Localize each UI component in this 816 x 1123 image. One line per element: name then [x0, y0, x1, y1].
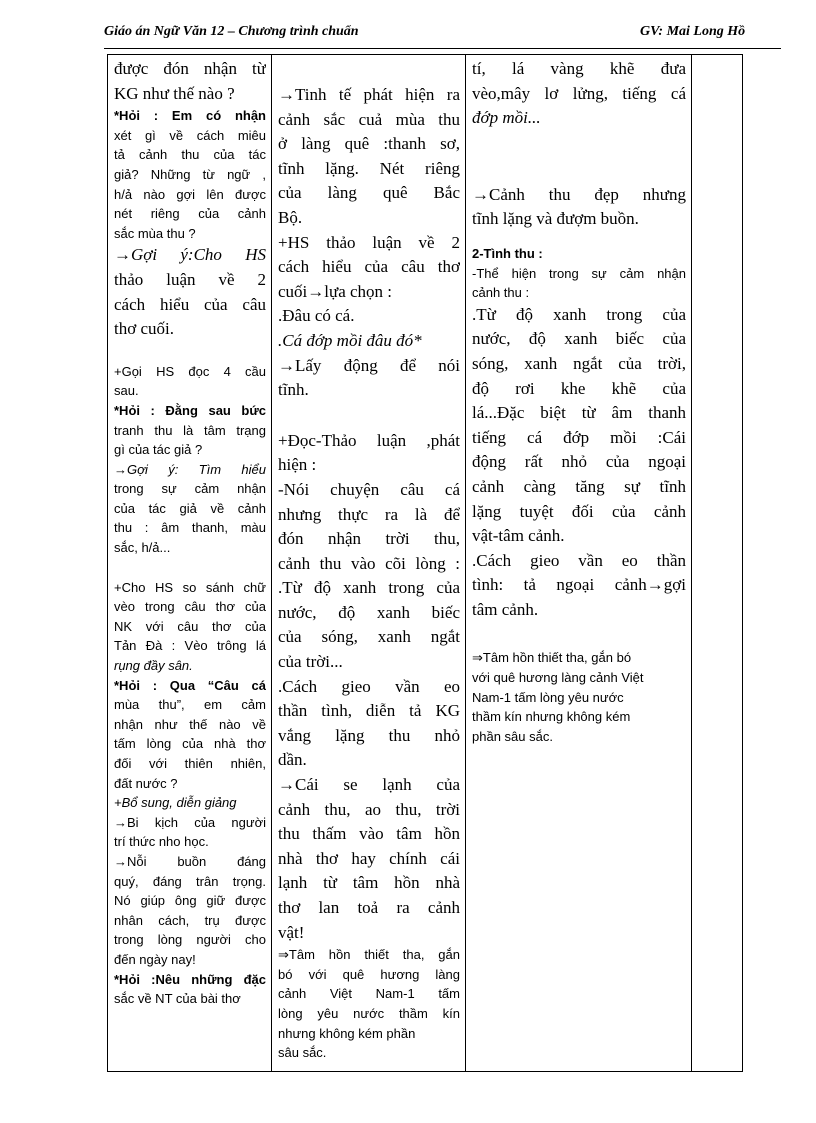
text-line: →Nỗi buồn đáng [114, 853, 266, 869]
notes-column [692, 55, 743, 1072]
text-line: Bộ. [278, 207, 303, 227]
text-line: .Từ độ xanh trong của [278, 578, 460, 598]
student-activity-column [272, 55, 466, 1072]
text-line: +Đọc-Thảo luận ,phát [278, 430, 460, 450]
text-line: ở làng quê :thanh sơ, [278, 134, 460, 154]
text-line: cảnh thu, ao thu, trời [278, 799, 460, 819]
header-left: Giáo án Ngữ Văn 12 – Chương trình chuẩn [104, 24, 359, 39]
text-line: sắc, h/ả... [114, 540, 171, 556]
text-line: -Thể hiện trong sự cảm nhận [472, 265, 686, 281]
text-line: trong lòng người cho [114, 932, 266, 948]
header-rule [104, 48, 781, 49]
text-line: của sóng, xanh ngắt [278, 627, 460, 647]
text-line: vèo trong câu thơ của [114, 599, 266, 615]
text-line: sau. [114, 383, 139, 399]
text-line: *Hỏi : Đằng sau bức [114, 402, 266, 418]
text-line: tình: tả ngoại cảnh→gợi [472, 575, 686, 595]
text-line: đớp mồi... [472, 108, 541, 128]
text-line: h/ả nào gợi lên được [114, 186, 266, 202]
text-line: NK với câu thơ của [114, 618, 266, 634]
text-line: Nam-1 tấm lòng yêu nước [472, 689, 624, 705]
text-line: phần sâu sắc. [472, 728, 553, 744]
text-line: sóng, xanh ngắt của trời, [472, 353, 686, 373]
text-line: Tản Đà : Vèo trông lá [114, 638, 266, 654]
text-line: động rất nhỏ của ngoại [472, 452, 686, 472]
text-line: đất nước ? [114, 775, 178, 791]
text-line: →Cảnh thu đẹp nhưng [472, 184, 686, 204]
text-line: sâu sắc. [278, 1045, 327, 1061]
text-line: cách hiểu của câu thơ [278, 257, 460, 277]
text-line: thơ lan toả ra cảnh [278, 898, 460, 917]
text-line: tấm lòng của nhà thơ [114, 736, 266, 752]
text-line: nhà thơ hay chính cái [278, 848, 460, 868]
text-line: →Gợi ý: Tìm hiểu [114, 461, 266, 477]
text-line: rụng đầy sân. [114, 658, 193, 674]
text-line: thơ cuối. [114, 319, 174, 339]
text-line: dần. [278, 750, 307, 770]
text-line: đón nhận trời thu, [278, 529, 460, 549]
text-line: trong sự cảm nhận [114, 481, 266, 497]
text-line: lạnh từ tâm hồn nhà [278, 873, 460, 893]
text-line: hiện : [278, 455, 317, 475]
text-line: .Từ độ xanh trong của [472, 304, 686, 324]
text-line: của tác giả về cảnh [114, 500, 266, 516]
text-line: +Gọi HS đọc 4 cầu [114, 363, 266, 379]
text-line: vèo,mây lơ lửng, tiếng cá [472, 83, 686, 103]
text-line: thần tình, diễn tả KG [278, 701, 460, 721]
text-line: nhận như thế nào về [114, 716, 266, 732]
text-line: cảnh sắc cuả mùa thu [278, 109, 460, 129]
text-line: *Hỏi : Qua “Câu cá [114, 677, 266, 693]
table-row [108, 55, 743, 1072]
text-line: sắc về NT của bài thơ [114, 991, 241, 1007]
text-line: →Gợi ý:Cho HS [114, 245, 266, 265]
text-line: của trời... [278, 652, 343, 672]
spacer [472, 131, 686, 157]
text-line: thảo luận về 2 [114, 269, 266, 289]
text-line: *Hỏi : Em có nhận [114, 108, 266, 124]
text-line: vật-tâm cảnh. [472, 526, 565, 546]
text-line: .Cá đớp mồi đâu đó* [278, 330, 422, 350]
text-line: nét riêng của cảnh [114, 206, 266, 222]
text-line: →Cái se lạnh của [278, 775, 460, 795]
text-line: +Cho HS so sánh chữ [114, 579, 266, 595]
text-line: thu : âm thanh, màu [114, 520, 266, 536]
text-line: đến ngày nay! [114, 951, 196, 967]
spacer [472, 232, 686, 244]
text-line: tâm cảnh. [472, 599, 539, 619]
text-line: cách hiểu của câu [114, 294, 266, 314]
text-line: mùa thu”, em cảm [114, 697, 266, 713]
text-line: nhưng thực ra là để [278, 504, 460, 524]
text-line: tĩnh lặng và đượm buồn. [472, 209, 639, 229]
text-line: .Cách gieo vần eo thần [472, 550, 686, 570]
text-line: tranh thu là tâm trạng [114, 422, 266, 438]
lesson-table [107, 54, 743, 1072]
text-line: gì của tác giả ? [114, 442, 203, 458]
text-line: lòng yêu nước thầm kín [278, 1005, 460, 1021]
text-line: thu thấm vào tâm hồn [278, 824, 460, 844]
text-line: tiếng cá đớp mồi :Cái [472, 427, 686, 447]
text-line: nước, độ xanh biếc [278, 602, 460, 622]
text-line [114, 106, 266, 126]
text-line: tí, lá vàng khẽ đưa [472, 59, 686, 78]
text-line: nhưng không kém phần [278, 1025, 416, 1041]
text-line: ⇒Tâm hồn thiết tha, gắn [278, 947, 460, 963]
text-line: cảnh càng tăng sự tĩnh [472, 476, 686, 496]
text-line: →Bi kịch của người [114, 814, 266, 830]
text-line: cảnh thu vào cõi lòng : [278, 553, 460, 573]
text-line: ⇒Tâm hồn thiết tha, gắn bó [472, 650, 632, 666]
text-line: .Đâu có cá. [278, 306, 355, 326]
content-column [466, 55, 692, 1072]
text-line: tĩnh lặng. Nét riêng [278, 158, 460, 178]
text-line: được đón nhận từ [114, 59, 266, 78]
text-line: -Nói chuyện câu cá [278, 479, 460, 499]
text-line: tả cảnh thu của tác [114, 147, 266, 163]
text-line: lá...Đặc biệt từ âm thanh [472, 403, 686, 423]
section-title: 2-Tình thu : [472, 245, 543, 261]
text-line: .Cách gieo vần eo [278, 676, 460, 696]
text-line: của làng quê Bắc [278, 183, 460, 203]
text-line: nước, độ xanh biếc của [472, 329, 686, 349]
text-line: cuối→lựa chọn : [278, 281, 393, 301]
text-line: lặng tuyệt đối của cảnh [472, 501, 686, 521]
text-line: đối với thiên nhiên, [114, 756, 266, 771]
text-line: *Hỏi :Nêu những đặc [114, 971, 266, 987]
text-line: thầm kín nhưng không kém [472, 709, 631, 725]
text-line: KG như thế nào ? [114, 83, 235, 103]
text-line: với quê hương làng cảnh Việt [472, 670, 644, 686]
spacer [278, 57, 460, 83]
spacer [278, 403, 460, 429]
text-line: quý, đáng trân trọng. [114, 873, 266, 889]
text-line: trí thức nho học. [114, 834, 209, 850]
spacer [114, 342, 266, 362]
text-line: sắc mùa thu ? [114, 225, 196, 241]
spacer [114, 558, 266, 578]
spacer [472, 622, 686, 648]
text-line: Nó giúp ông giữ được [114, 893, 266, 909]
text-line: độ rơi khe khẽ của [472, 378, 686, 398]
text-line: →Tinh tế phát hiện ra [278, 85, 460, 104]
header-right: GV: Mai Long Hồ [640, 24, 746, 39]
text-line: →Lấy động để nói [278, 355, 460, 375]
text-line: xét gì về cách miêu [114, 127, 266, 143]
spacer [472, 157, 686, 183]
text-line: bó với quê hương làng [278, 966, 460, 982]
text-line: vắng lặng thu nhỏ [278, 725, 460, 745]
text-line: cảnh Việt Nam-1 tấm [278, 986, 460, 1002]
text-line: vật! [278, 922, 305, 942]
text-line: +Bổ sung, diễn giảng [114, 795, 237, 811]
text-line: +HS thảo luận về 2 [278, 232, 460, 252]
text-line: tĩnh. [278, 380, 309, 400]
text-line: cảnh thu : [472, 285, 530, 301]
text-line: giả? Những từ ngữ , [114, 166, 266, 182]
text-line: nhân cách, trụ được [114, 912, 266, 928]
teacher-activity-column [108, 55, 272, 1072]
